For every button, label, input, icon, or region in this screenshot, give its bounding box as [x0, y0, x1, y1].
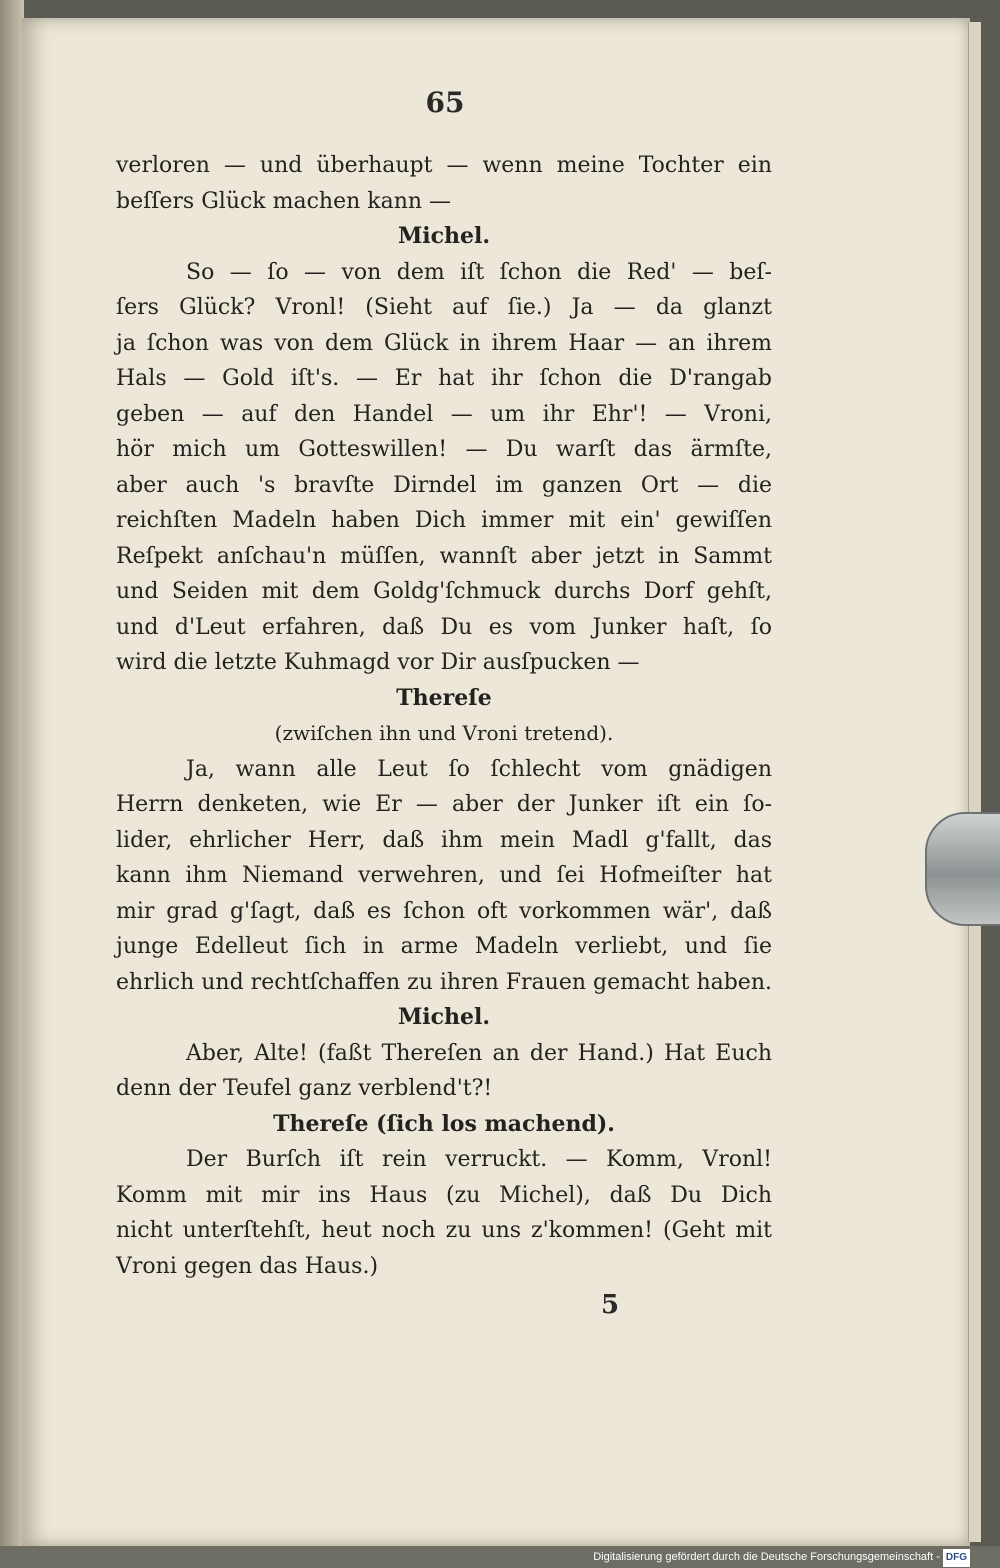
text-line: und d'Leut erfahren, daß Du es vom Junker haſt, ſo [116, 614, 772, 640]
page-number: 65 [425, 86, 465, 119]
text-line: Ja, wann alle Leut ſo ſchlecht vom gnädigen [186, 756, 772, 782]
speaker-name: Michel. [397, 223, 491, 249]
text-line: Aber, Alte! (faßt Thereſen an der Hand.) Hat Euch [186, 1040, 772, 1066]
text-line: junge Edelleut ſich in arme Madeln verliebt, und ſie [116, 934, 772, 959]
text-line: mir grad g'ſagt, daß es ſchon oft vorkommen wär', daß [116, 898, 772, 924]
text-line: verloren — und überhaupt — wenn meine Tochter ein [116, 153, 772, 178]
text-line: Vroni gegen das Haus.) [116, 1253, 379, 1279]
text-line: denn der Teufel ganz verblend't?! [116, 1076, 493, 1101]
text-line: reichſten Madeln haben Dich immer mit ein' gewiſſen [116, 508, 772, 533]
speaker-name: Thereſe [396, 684, 492, 711]
text-line: beſſers Glück machen kann — [116, 188, 452, 214]
page-edge [968, 22, 981, 1542]
speaker-name: Michel. [397, 1004, 491, 1030]
footer-credit [593, 1548, 970, 1566]
text-line: Herrn denketen, wie Er — aber der Junker iſt ein ſo- [116, 792, 772, 817]
text-line: Hals — Gold iſt's. — Er hat ihr ſchon die D'rangab [116, 366, 772, 391]
text-line: ſers Glück? Vronl! (Sieht auf ſie.) Ja — da glanzt [116, 295, 772, 320]
text-line: geben — auf den Handel — um ihr Ehr'! — Vroni, [116, 401, 772, 427]
speaker-name: Thereſe (ſich los machend). [273, 1110, 615, 1137]
text-line: ehrlich und rechtſchaffen zu ihren Frauen gemacht haben. [116, 969, 772, 995]
page-clip [925, 812, 1000, 926]
text-line: wird die letzte Kuhmagd vor Dir ausſpucken — [116, 650, 640, 675]
signature-mark: 5 [600, 1290, 620, 1320]
text-line: lider, ehrlicher Herr, daß ihm mein Madl g'fallt, das [116, 827, 772, 853]
text-line: kann ihm Niemand verwehren, und ſei Hofmeiſter hat [116, 863, 772, 888]
stage-direction: (zwiſchen ihn und Vroni tretend). [274, 721, 614, 745]
text-line: und Seiden mit dem Goldg'ſchmuck durchs Dorf gehſt, [116, 579, 772, 604]
text-line: aber auch 's bravſte Dirndel im ganzen Ort — die [116, 472, 772, 498]
text-line: ja ſchon was von dem Glück in ihrem Haar — an ihrem [116, 330, 772, 356]
text-line: hör mich um Gotteswillen! — Du warſt das ärmſte, [116, 437, 772, 462]
text-line: So — ſo — von dem iſt ſchon die Red' — beſ- [186, 259, 772, 285]
body-text [116, 148, 772, 1284]
footer-text: Digitalisierung gefördert durch die Deutsche Forschungsgemeinschaft - [593, 1551, 940, 1563]
text-line: Reſpekt anſchau'n müſſen, wannſt aber jetzt in Sammt [116, 543, 772, 569]
text-line: Der Burſch iſt rein verruckt. — Komm, Vronl! [186, 1147, 772, 1172]
dfg-logo: DFG [943, 1549, 970, 1567]
text-line: Komm mit mir ins Haus (zu Michel), daß Du Dich [116, 1182, 772, 1208]
book-gutter [0, 0, 24, 1568]
text-line: nicht unterſtehſt, heut noch zu uns z'kommen! (Geht mit [116, 1218, 772, 1243]
